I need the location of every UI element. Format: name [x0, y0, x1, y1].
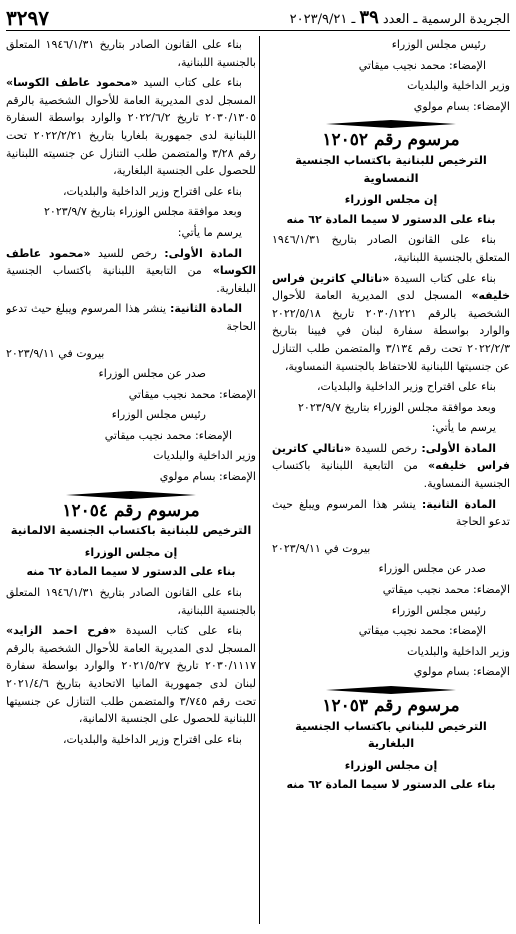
- separator-ornament: [272, 118, 510, 130]
- signature: الإمضاء: محمد نجيب ميقاتي: [104, 428, 232, 442]
- decree-title: الترخيص للبنانية باكتساب الجنسية الالمانية: [10, 523, 252, 538]
- constitution-basis: بناء على الدستور لا سيما المادة ٦٢ منه: [286, 212, 496, 226]
- approval-paragraph: وبعد موافقة مجلس الوزراء بتاريخ ٢٠٢٣/٩/٧: [44, 205, 242, 219]
- left-column: [6, 36, 256, 930]
- letter-paragraph: بناء على كتاب السيد «محمود عاطف الكوسا» المسجل لدى المديرية العامة للأحوال الشخصية بالرقم ٢٠٣٠/١٣٠٥ تاريخ ٢٠٢٢/٦/٢ والوارد بواسطة السفارة اللبنانية لدى جمهورية بلغاريا بتاريخ ٢٠٢٢/٢/٢١ تحت رقم ٣/٢٨ والمتضمن طلب التنازل عن جنسيته اللبنانية للحصول على الجنسية البلغارية،: [6, 76, 256, 178]
- approval-paragraph: وبعد موافقة مجلس الوزراء بتاريخ ٢٠٢٣/٩/٧: [298, 400, 496, 414]
- proposal-paragraph: بناء على اقتراح وزير الداخلية والبلديات،: [316, 380, 496, 394]
- signature: الإمضاء: محمد نجيب ميقاتي: [128, 387, 256, 401]
- page-number: ٣٢٩٧: [6, 6, 49, 30]
- council-heading: إن مجلس الوزراء: [344, 758, 438, 772]
- signature: الإمضاء: محمد نجيب ميقاتي: [382, 583, 510, 597]
- signatory-title: رئيس مجلس الوزراء: [391, 603, 486, 617]
- signatory-title: وزير الداخلية والبلديات: [407, 644, 510, 658]
- decrees-line: يرسم ما يأتي:: [431, 421, 496, 435]
- signature: الإمضاء: بسام مولوي: [159, 470, 256, 484]
- council-heading: إن مجلس الوزراء: [344, 193, 438, 207]
- decrees-line: يرسم ما يأتي:: [177, 225, 242, 239]
- decree-number: مرسوم رقم ١٢٠٥٢: [322, 130, 460, 151]
- place-date: بيروت في ٢٠٢٣/٩/١١: [272, 541, 371, 555]
- letter-paragraph: بناء على كتاب السيدة «فرح احمد الزايد» المسجل لدى المديرية العامة للأحوال الشخصية بالرقم ٢٠٣٠/١١١٧ تاريخ ٢٠٢١/٥/٢٧ والوارد بواسطة سفارة لبنان لدى جمهورية المانيا الاتحادية بتاريخ ٢٠٢١/٤/٦ تحت رقم ٣/٧٤٥ والمتضمن طلب التنازل عن جنسيتها اللبنانية للحصول على الجنسية الالمانية،: [6, 624, 256, 726]
- decree-title: الترخيص للبناني باكتساب الجنسية البلغارية: [295, 718, 487, 751]
- signatory-title: رئيس مجلس الوزراء: [111, 408, 206, 422]
- law-paragraph: بناء على القانون الصادر بتاريخ ١٩٤٦/١/٣١ المتعلق بالجنسية اللبنانية،: [6, 38, 256, 69]
- signature: الإمضاء: محمد نجيب ميقاتي: [358, 624, 486, 638]
- article-2: المادة الثانية: ينشر هذا المرسوم ويبلغ حيث تدعو الحاجة: [272, 497, 510, 529]
- law-paragraph: بناء على القانون الصادر بتاريخ ١٩٤٦/١/٣١ المتعلق بالجنسية اللبنانية،: [6, 586, 256, 617]
- signature: الإمضاء: بسام مولوي: [413, 99, 510, 113]
- right-column: [272, 36, 510, 930]
- applicant-name: «فرح احمد الزايد»: [6, 624, 117, 638]
- decree-number: مرسوم رقم ١٢٠٥٤: [62, 500, 200, 521]
- constitution-basis: بناء على الدستور لا سيما المادة ٦٢ منه: [26, 565, 236, 579]
- applicant-name: «ناتالي كاترين فراس خليفه»: [272, 271, 510, 303]
- signature: الإمضاء: بسام مولوي: [413, 665, 510, 679]
- separator-ornament: [6, 489, 256, 501]
- article-1: المادة الأولى: رخص للسيدة «ناتالي كاترين فراس خليفه» من التابعية اللبنانية باكتساب الجنسية النمساوية.: [272, 441, 510, 491]
- proposal-paragraph: بناء على اقتراح وزير الداخلية والبلديات،: [62, 184, 242, 198]
- signatory-title: رئيس مجلس الوزراء: [391, 38, 486, 51]
- signatory-title: وزير الداخلية والبلديات: [407, 79, 510, 93]
- signatory-title: وزير الداخلية والبلديات: [153, 449, 256, 463]
- separator-ornament: [272, 684, 510, 696]
- article-1: المادة الأولى: رخص للسيد «محمود عاطف الكوسا» من التابعية اللبنانية باكتساب الجنسية البلغارية.: [6, 246, 256, 295]
- gazette-title: الجريدة الرسمية ـ العدد ٣٩ ـ ٢٠٢٣/٩/٢١: [289, 7, 510, 28]
- decree-title: الترخيص للبنانية باكتساب الجنسية النمساوية: [295, 152, 487, 185]
- law-paragraph: بناء على القانون الصادر بتاريخ ١٩٤٦/١/٣١ المتعلق بالجنسية اللبنانية،: [272, 233, 510, 264]
- decree-number: مرسوم رقم ١٢٠٥٣: [322, 696, 460, 716]
- column-divider: [259, 36, 260, 924]
- constitution-basis: بناء على الدستور لا سيما المادة ٦٢ منه: [286, 778, 496, 792]
- article-2: المادة الثانية: ينشر هذا المرسوم ويبلغ حيث تدعو الحاجة: [6, 302, 256, 333]
- applicant-name: «محمود عاطف الكوسا»: [6, 76, 138, 90]
- signature: الإمضاء: محمد نجيب ميقاتي: [358, 58, 486, 72]
- issued-by: صدر عن مجلس الوزراء: [98, 367, 206, 381]
- council-heading: إن مجلس الوزراء: [84, 545, 178, 559]
- letter-paragraph: بناء على كتاب السيدة «ناتالي كاترين فراس خليفه» المسجل لدى المديرية العامة للأحوال الشخصية بالرقم ٢٠٣٠/١٢٢١ تاريخ ٢٠٢٢/٥/١٨ والوارد بواسطة سفارة لبنان في فيينا بتاريخ ٢٠٢٢/٢/٣ تحت رقم ٣/١٣٤ والمتضمن طلب التنازل عن جنسيتها اللبنانية للاحتفاظ بالجنسية النمساوية،: [272, 271, 510, 373]
- proposal-paragraph: بناء على اقتراح وزير الداخلية والبلديات،: [62, 732, 242, 746]
- page-header: [6, 4, 510, 31]
- issued-by: صدر عن مجلس الوزراء: [378, 562, 486, 576]
- place-date: بيروت في ٢٠٢٣/٩/١١: [6, 346, 105, 360]
